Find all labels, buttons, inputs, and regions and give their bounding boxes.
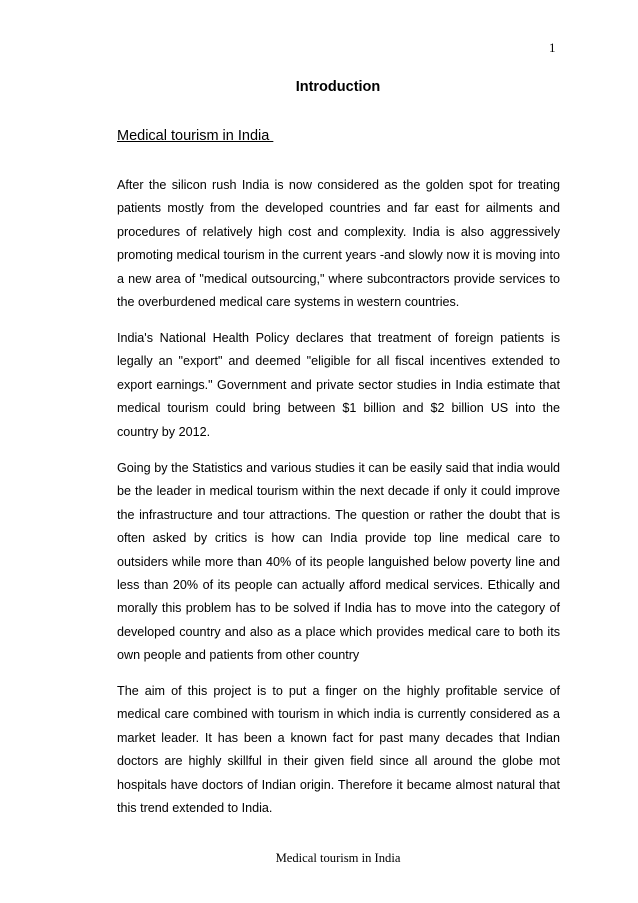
paragraph-3: Going by the Statistics and various studies it can be easily said that india would be the leader in medical tourism within the next decade if only it could improve the infrastructure and tour attractions. The question or rather the doubt that is often asked by critics is how can India provide top line medical care to outsiders while more than 40% of its people languished below poverty line and less than 20% of its people can actually afford medical services. Ethically and morally this problem has to be solved if India has to move into the category of developed country and also as a place which provides medical care to both its own people and patients from other country [117,461,560,663]
section-title: Introduction [295,79,381,95]
paragraph-2: India's National Health Policy declares that treatment of foreign patients is legally an "export" and deemed "eligible for all fiscal incentives extended to export earnings." Government and private sector studies in India estimate that medical tourism could bring between $1 billion and $2 billion US into the country by 2012. [117,331,560,439]
page-footer: Medical tourism in India [275,851,401,865]
page-number: 1 [549,40,556,55]
section-subtitle: Medical tourism in India [117,128,274,144]
paragraph-1: After the silicon rush India is now considered as the golden spot for treating patients mostly from the developed countries and far east for ailments and procedures of relatively high cost and complexity. India is also aggressively promoting medical tourism in the current years -and slowly now it is moving into a new area of "medical outsourcing," where subcontractors provide services to the overburdened medical care systems in western countries. [117,178,560,310]
paragraph-4: The aim of this project is to put a finger on the highly profitable service of medical care combined with tourism in which india is currently considered as a market leader. It has been a known fact for past many decades that Indian doctors are highly skillful in their given field since all around the globe mot hospitals have doctors of Indian origin. Therefore it became almost natural that this trend extended to India. [117,684,560,816]
